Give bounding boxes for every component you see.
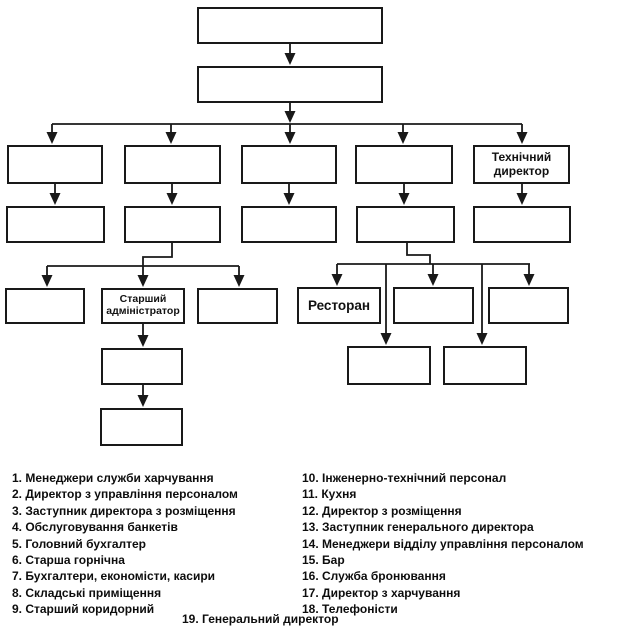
legend-footer: 19. Генеральний директор (182, 612, 339, 626)
box-level4-5 (473, 206, 571, 243)
legend-item: 10. Інженерно-технічний персонал (302, 471, 507, 485)
legend-item: 14. Менеджери відділу управління персоналом (302, 536, 584, 551)
legend-item: 17. Директор з харчування (302, 585, 461, 600)
legend-item: 11. Кухня (302, 487, 357, 502)
box-level5-left-1 (5, 288, 85, 324)
box-technical-director: Технічний директор (473, 145, 570, 184)
box-level6-right-2 (443, 346, 527, 385)
box-level3-1 (7, 145, 103, 184)
box-level2 (197, 66, 383, 103)
legend-item: 9. Старший коридорний (12, 602, 155, 617)
legend-item: 3. Заступник директора з розміщення (12, 503, 236, 518)
box-restaurant: Ресторан (297, 287, 381, 324)
legend-left-column (12, 470, 238, 618)
legend-item: 4. Обслуговування банкетів (12, 520, 178, 535)
box-senior-administrator: Старший адміністратор (101, 288, 185, 324)
box-level5-left-3 (197, 288, 278, 324)
box-level6-right-1 (347, 346, 431, 385)
box-level5-right-2 (393, 287, 474, 324)
legend-item: 15. Бар (302, 553, 345, 568)
box-level4-1 (6, 206, 105, 243)
legend-item: 13. Заступник генерального директора (302, 520, 534, 535)
legend-right-column (302, 470, 584, 618)
legend-item: 1. Менеджери служби харчування (12, 471, 214, 485)
legend-item: 8. Складські приміщення (12, 585, 162, 600)
box-level4-4 (356, 206, 455, 243)
box-level1 (197, 7, 383, 44)
box-level7-left (100, 408, 183, 446)
box-level3-4 (355, 145, 453, 184)
box-level4-3 (241, 206, 337, 243)
legend-item: 5. Головний бухгалтер (12, 536, 147, 551)
box-level6-left (101, 348, 183, 385)
box-level3-2 (124, 145, 221, 184)
legend-item: 6. Старша горнічна (12, 553, 125, 568)
legend-item: 16. Служба бронювання (302, 569, 446, 584)
legend-item: 18. Телефоністи (302, 602, 398, 617)
box-level4-2 (124, 206, 221, 243)
legend-item: 7. Бухгалтери, економісти, касири (12, 569, 216, 584)
legend-item: 12. Директор з розміщення (302, 503, 462, 518)
box-level3-3 (241, 145, 337, 184)
box-level5-right-3 (488, 287, 569, 324)
legend-item: 2. Директор з управління персоналом (12, 487, 238, 502)
